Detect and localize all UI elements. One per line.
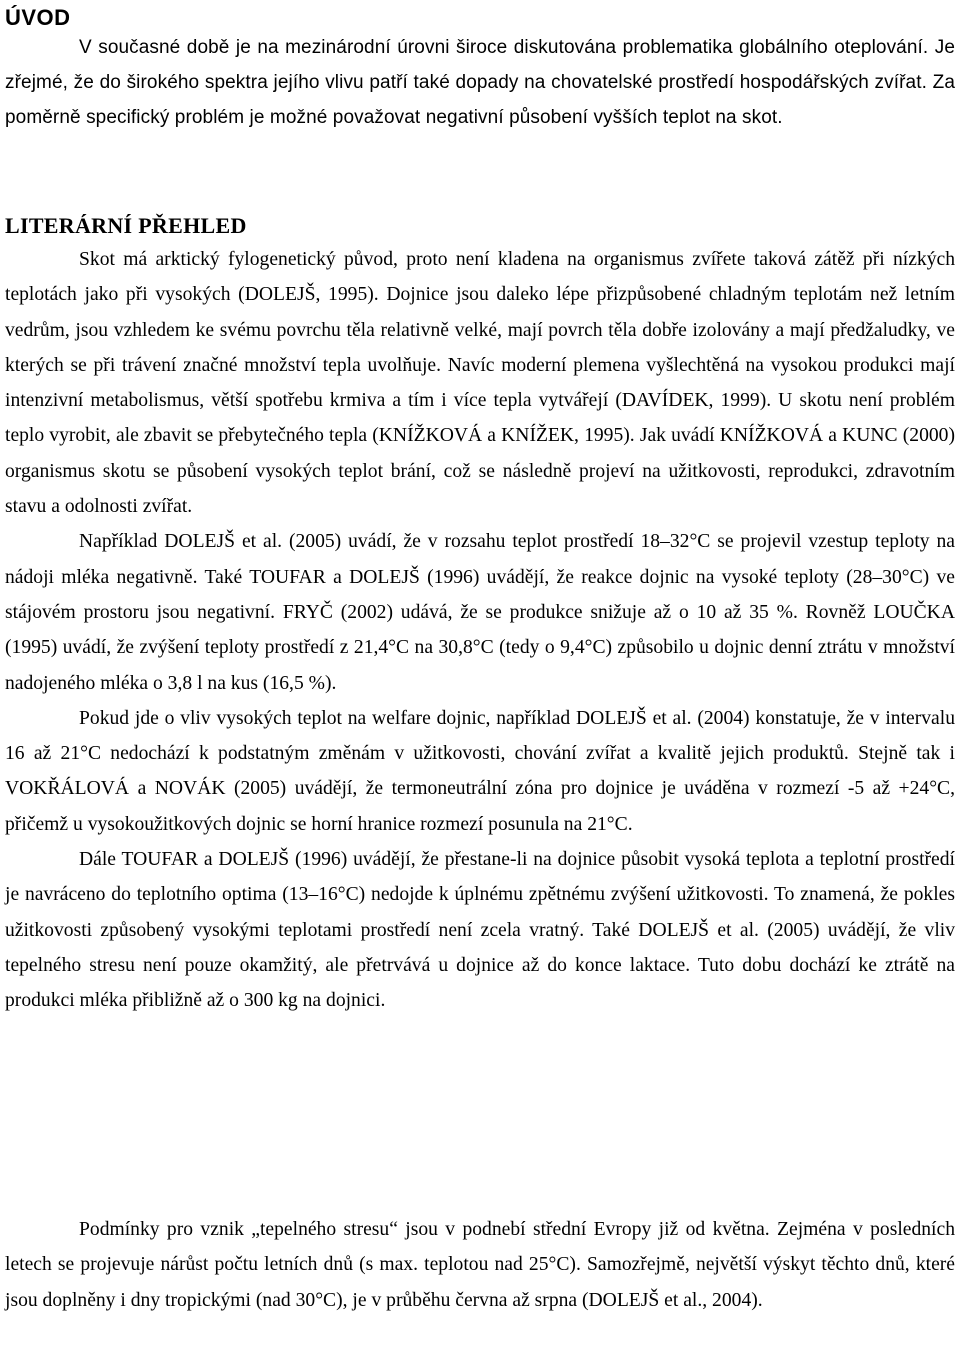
- section-body-podminky: [5, 1212, 955, 1318]
- paragraph-fylogeneze: Skot má arktický fylogenetický původ, proto není kladena na organismus zvířete taková zátěž při nízkých teplotách jako při vysokých (DOLEJŠ, 1995). Dojnice jsou daleko lépe přizpůsobené chladným teplotám než letním vedrům, jsou vzhledem ke svému povrchu těla relativně velké, mají povrch těla dobře izolovány a mají předžaludky, ve kterých se při trávení značné množství tepla uvolňuje. Navíc moderní plemena vyšlechtěná na vysokou produkci mají intenzivní metabolismus, větší spotřebu krmiva a tím i více tepla vytvářejí (DAVÍDEK, 1999). U skotu není problém teplo vyrobit, ale zbavit se přebytečného tepla (KNÍŽKOVÁ a KNÍŽEK, 1995). Jak uvádí KNÍŽKOVÁ a KUNC (2000) organismus skotu se působení vysokých teplot brání, což se následně projeví na užitkovosti, reprodukci, zdravotním stavu a odolnosti zvířat.: [5, 249, 955, 518]
- paragraph-welfare: Pokud jde o vliv vysokých teplot na welfare dojnic, například DOLEJŠ et al. (2004) konstatuje, že v intervalu 16 až 21°C nedochází k podstatným změnám v užitkovosti, chování zvířat a kvalitě jejich produktů. Stejně tak i VOKŘÁLOVÁ a NOVÁK (2005) uvádějí, že termoneutrální zóna pro dojnice je uváděna v rozmezí -5 až +24°C, přičemž u vysokoužitkových dojnic se horní hranice rozmezí posunula na 21°C.: [5, 707, 955, 835]
- paragraph-uvod: V současné době je na mezinárodní úrovni široce diskutována problematika globálního oteplování. Je zřejmé, že do širokého spektra jejího vlivu patří také dopady na chovatelské prostředí hospodářských zvířat. Za poměrně specifický problém je možné považovat negativní působení vyšších teplot na skot.: [5, 37, 955, 129]
- paragraph-podminky-tepelneho-stresu: Podmínky pro vznik „tepelného stresu“ jsou v podnebí střední Evropy již od května. Zejména v posledních letech se projevuje nárůst počtu letních dnů (s max. teplotou nad 25°C). Samozřejmě, největší výskyt těchto dnů, které jsou doplněny i dny tropickými (nad 30°C), je v průběhu června až srpna (DOLEJŠ et al., 2004).: [5, 1219, 955, 1311]
- paragraph-pokles-uzitkovosti: Například DOLEJŠ et al. (2005) uvádí, že v rozsahu teplot prostředí 18–32°C se projevil vzestup teploty na nádoji mléka negativně. Také TOUFAR a DOLEJŠ (1996) uvádějí, že reakce dojnic na vysoké teploty (28–30°C) ve stájovém prostoru jsou negativní. FRYČ (2002) udává, že se produkce snižuje až o 10 až 35 %. Rovněž LOUČKA (1995) uvádí, že zvýšení teploty prostředí z 21,4°C na 30,8°C (tedy o 9,4°C) způsobilo u dojnic denní ztrátu v množství nadojeného mléka o 3,8 l na kus (16,5 %).: [5, 531, 955, 694]
- section-heading-literarni-prehled: LITERÁRNÍ PŘEHLED: [5, 213, 247, 238]
- section-body-uvod: [5, 30, 955, 136]
- section-heading-uvod: ÚVOD: [5, 5, 71, 30]
- section-body-literarni-prehled: [5, 242, 955, 1019]
- paragraph-teplotni-optimum: Dále TOUFAR a DOLEJŠ (1996) uvádějí, že přestane-li na dojnice působit vysoká teplota a teplotní prostředí je navráceno do teplotního optima (13–16°C) nedojde k úplnému zpětnému zvýšení užitkovosti. To znamená, že pokles užitkovosti způsobený vysokými teplotami prostředí není zcela vratný. Také DOLEJŠ et al. (2005) uvádějí, že vliv tepelného stresu není pouze okamžitý, ale přetrvává u dojnice až do konce laktace. Tuto dobu dochází ke ztrátě na produkci mléka přibližně až o 300 kg na dojnici.: [5, 849, 955, 1012]
